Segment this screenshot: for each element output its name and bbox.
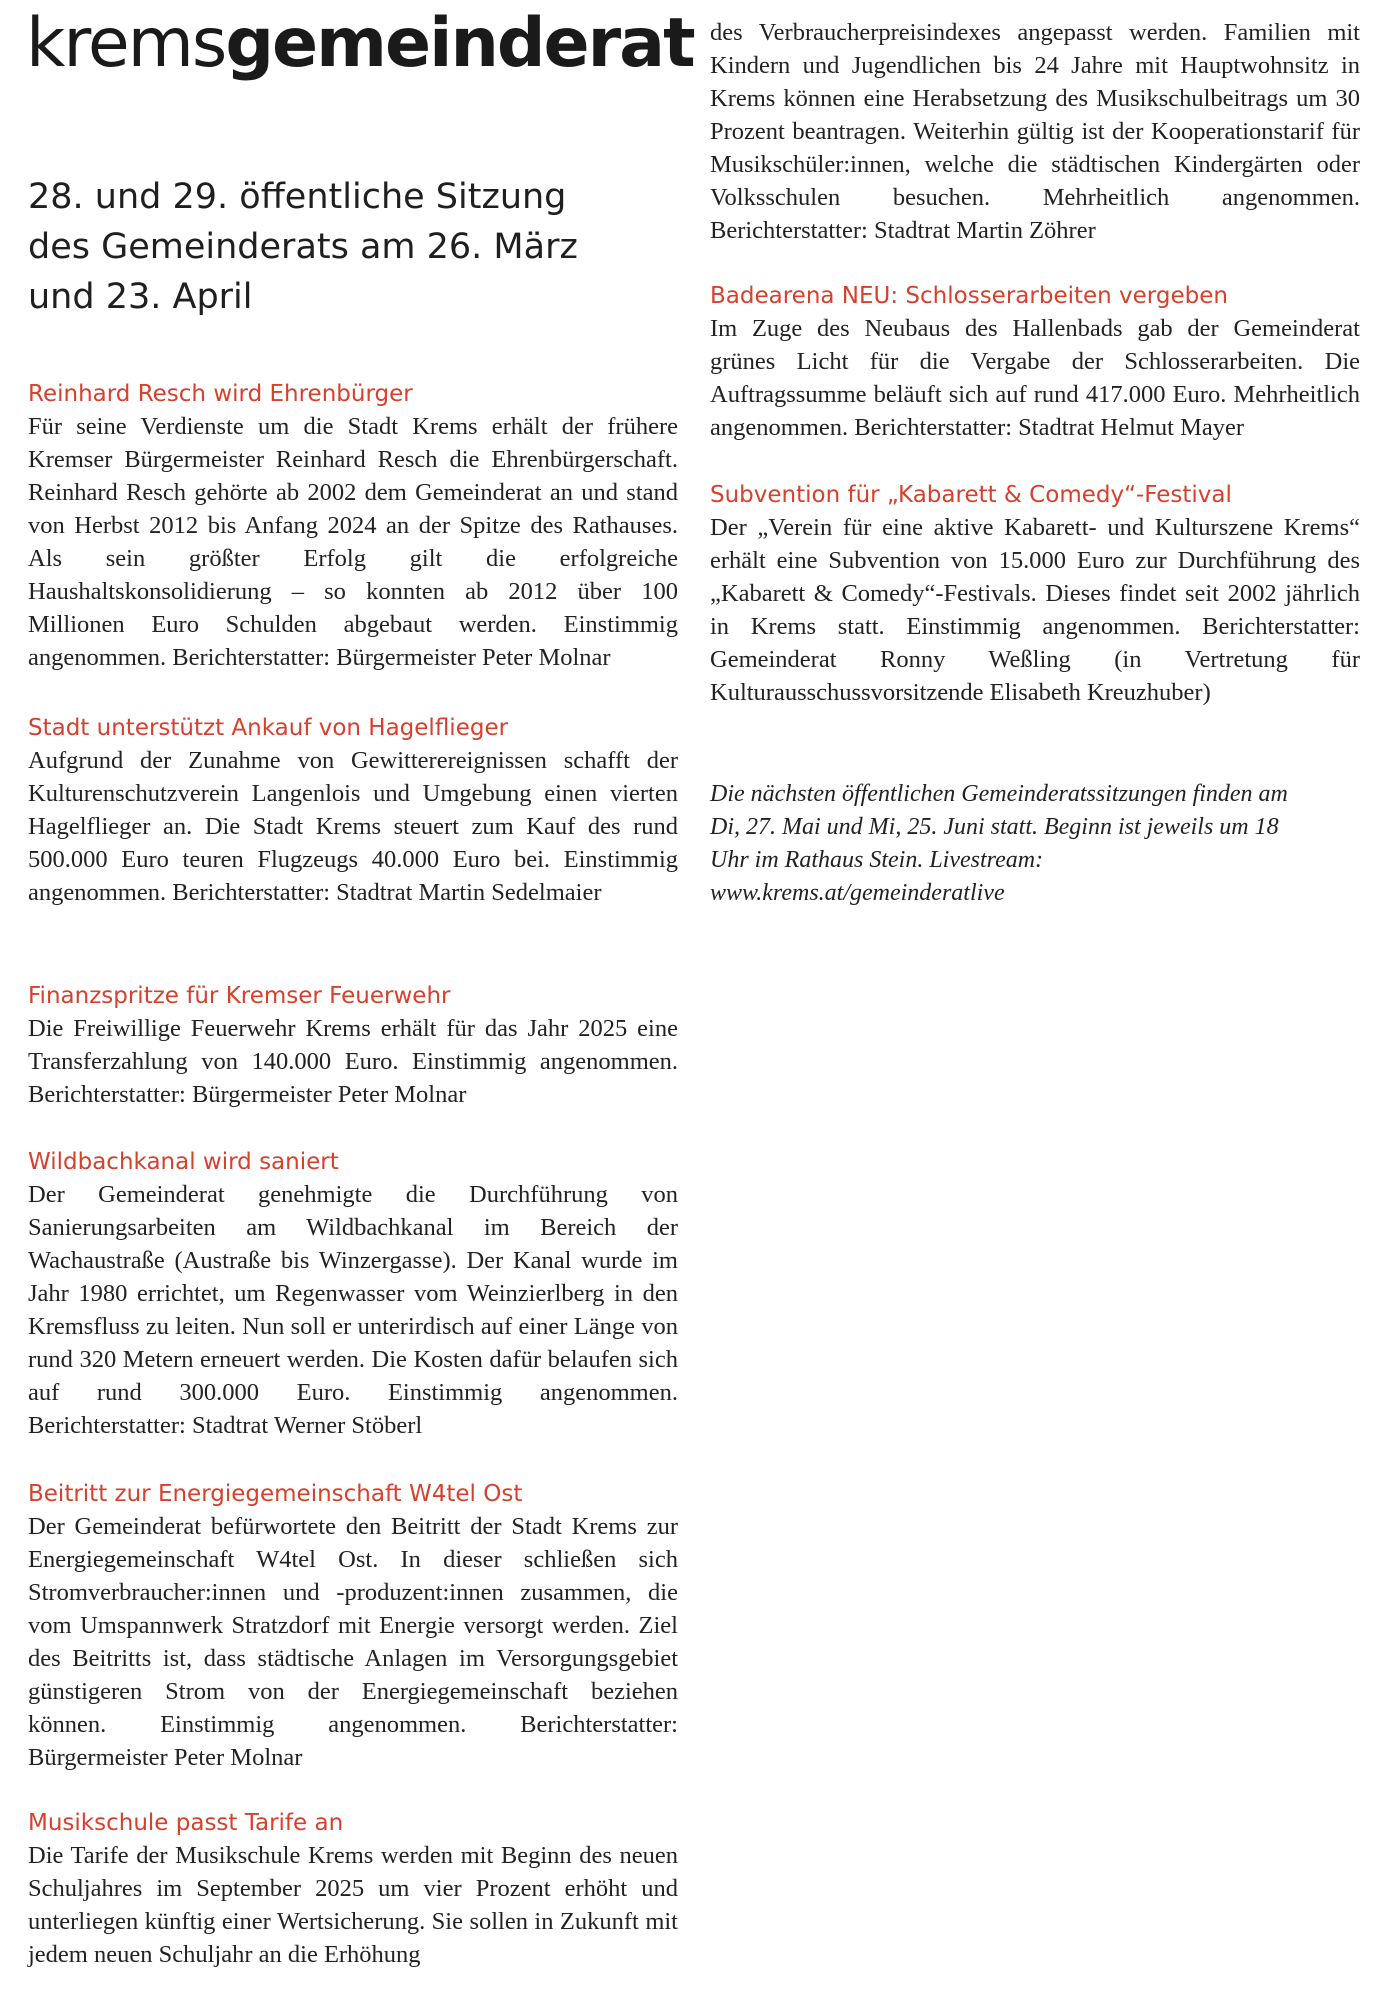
- article-body: Der Gemeinderat befürwortete den Beitritt der Stadt Krems zur Energiegemeinschaft W4tel Ost. In dieser schließen sich Stromverbraucher:innen und -produzent:innen zusammen, die vom Umspannwerk Stratzdorf mit Energie versorgt werden. Ziel des Beitritts ist, dass städtische Anlagen im Versorgungsgebiet günstigeren Strom von der Energiegemeinschaft beziehen können. Einstimmig angenommen. Berichterstatter: Bürgermeister Peter Molnar: [28, 1513, 678, 1771]
- article-body: Im Zuge des Neubaus des Hallenbads gab der Gemeinderat grünes Licht für die Vergabe der Schlosserarbeiten. Die Auftragssumme beläuft sich auf rund 417.000 Euro. Mehrheitlich angenommen. Berichterstatter: Stadtrat Helmut Mayer: [710, 315, 1360, 441]
- article-kabarett: [710, 479, 1360, 709]
- masthead-logo: [26, 6, 694, 82]
- article-body: des Verbraucherpreisindexes angepasst werden. Familien mit Kindern und Jugendlichen bis 24 Jahre mit Hauptwohnsitz in Krems können eine Herabsetzung des Musikschulbeitrags um 30 Prozent beantragen. Weiterhin gültig ist der Kooperationstarif für Musikschüler:innen, welche die städtischen Kindergärten oder Volksschulen besuchen. Mehrheitlich angenommen. Berichterstatter: Stadtrat Martin Zöhrer: [710, 19, 1360, 244]
- article-energiegemeinschaft: [28, 1478, 678, 1774]
- article-title: Beitritt zur Energiegemeinschaft W4tel Ost: [28, 1481, 523, 1507]
- article-title: Finanzspritze für Kremser Feuerwehr: [28, 983, 451, 1009]
- article-musikschule-continued: [710, 16, 1360, 247]
- article-hagelflieger: [28, 712, 678, 909]
- article-title: Wildbachkanal wird saniert: [28, 1149, 339, 1175]
- article-body: Die Tarife der Musikschule Krems werden mit Beginn des neuen Schuljahres im September 2025 um vier Prozent erhöht und unterliegen künftig einer Wertsicherung. Sie sollen in Zukunft mit jedem neuen Schuljahr an die Erhöhung: [28, 1842, 678, 1968]
- article-feuerwehr: [28, 980, 678, 1111]
- masthead-light: krems: [26, 4, 226, 83]
- article-title: Badearena NEU: Schlosserarbeiten vergeben: [710, 283, 1228, 309]
- article-badearena: [710, 280, 1360, 444]
- page-headline: 28. und 29. öffentliche Sitzung des Gemeinderats am 26. März und 23. April: [28, 177, 578, 317]
- article-body: Der „Verein für eine aktive Kabarett- und Kulturszene Krems“ erhält eine Subvention von 15.000 Euro zur Durchführung des „Kabarett & Comedy“-Festivals. Dieses findet seit 2002 jährlich in Krems statt. Einstimmig angenommen. Berichterstatter: Gemeinderat Ronny Weßling (in Vertretung für Kulturausschussvorsitzende Elisabeth Kreuzhuber): [710, 514, 1360, 706]
- article-title: Stadt unterstützt Ankauf von Hagelflieger: [28, 715, 509, 741]
- next-sessions-note: Die nächsten öffentlichen Gemeinderatssitzungen finden am Di, 27. Mai und Mi, 25. Juni statt. Beginn ist jeweils um 18 Uhr im Rathaus Stein. Livestream: www.krems.at/gemeinderatlive: [710, 781, 1288, 906]
- article-title: Reinhard Resch wird Ehrenbürger: [28, 381, 413, 407]
- article-wildbachkanal: [28, 1146, 678, 1442]
- article-body: Für seine Verdienste um die Stadt Krems erhält der frühere Kremser Bürgermeister Reinhard Resch die Ehrenbürgerschaft. Reinhard Resch gehörte ab 2002 dem Gemeinderat an und stand von Herbst 2012 bis Anfang 2024 an der Spitze des Rathauses. Als sein größter Erfolg gilt die erfolgreiche Haushaltskonsolidierung – so konnten ab 2012 über 100 Millionen Euro Schulden abgebaut werden. Einstimmig angenommen. Berichterstatter: Bürgermeister Peter Molnar: [28, 413, 678, 671]
- article-body: Die Freiwillige Feuerwehr Krems erhält für das Jahr 2025 eine Transferzahlung von 140.000 Euro. Einstimmig angenommen. Berichterstatter: Bürgermeister Peter Molnar: [28, 1015, 678, 1108]
- masthead-bold: gemeinderat: [225, 4, 694, 83]
- article-body: Aufgrund der Zunahme von Gewitterereignissen schafft der Kulturenschutzverein Langenlois und Umgebung einen vierten Hagelflieger an. Die Stadt Krems steuert zum Kauf des rund 500.000 Euro teuren Flugzeugs 40.000 Euro bei. Einstimmig angenommen. Berichterstatter: Stadtrat Martin Sedelmaier: [28, 747, 678, 906]
- article-title: Subvention für „Kabarett & Comedy“-Festival: [710, 482, 1232, 508]
- article-title: Musikschule passt Tarife an: [28, 1810, 344, 1836]
- article-ehrenbuerger: [28, 378, 678, 674]
- article-musikschule: [28, 1807, 678, 1971]
- article-body: Der Gemeinderat genehmigte die Durchführung von Sanierungsarbeiten am Wildbachkanal im Bereich der Wachaustraße (Austraße bis Winzergasse). Der Kanal wurde im Jahr 1980 errichtet, um Regenwasser vom Weinzierlberg in den Kremsfluss zu leiten. Nun soll er unterirdisch auf einer Länge von rund 320 Metern erneuert werden. Die Kosten dafür belaufen sich auf rund 300.000 Euro. Einstimmig angenommen. Berichterstatter: Stadtrat Werner Stöberl: [28, 1181, 678, 1439]
